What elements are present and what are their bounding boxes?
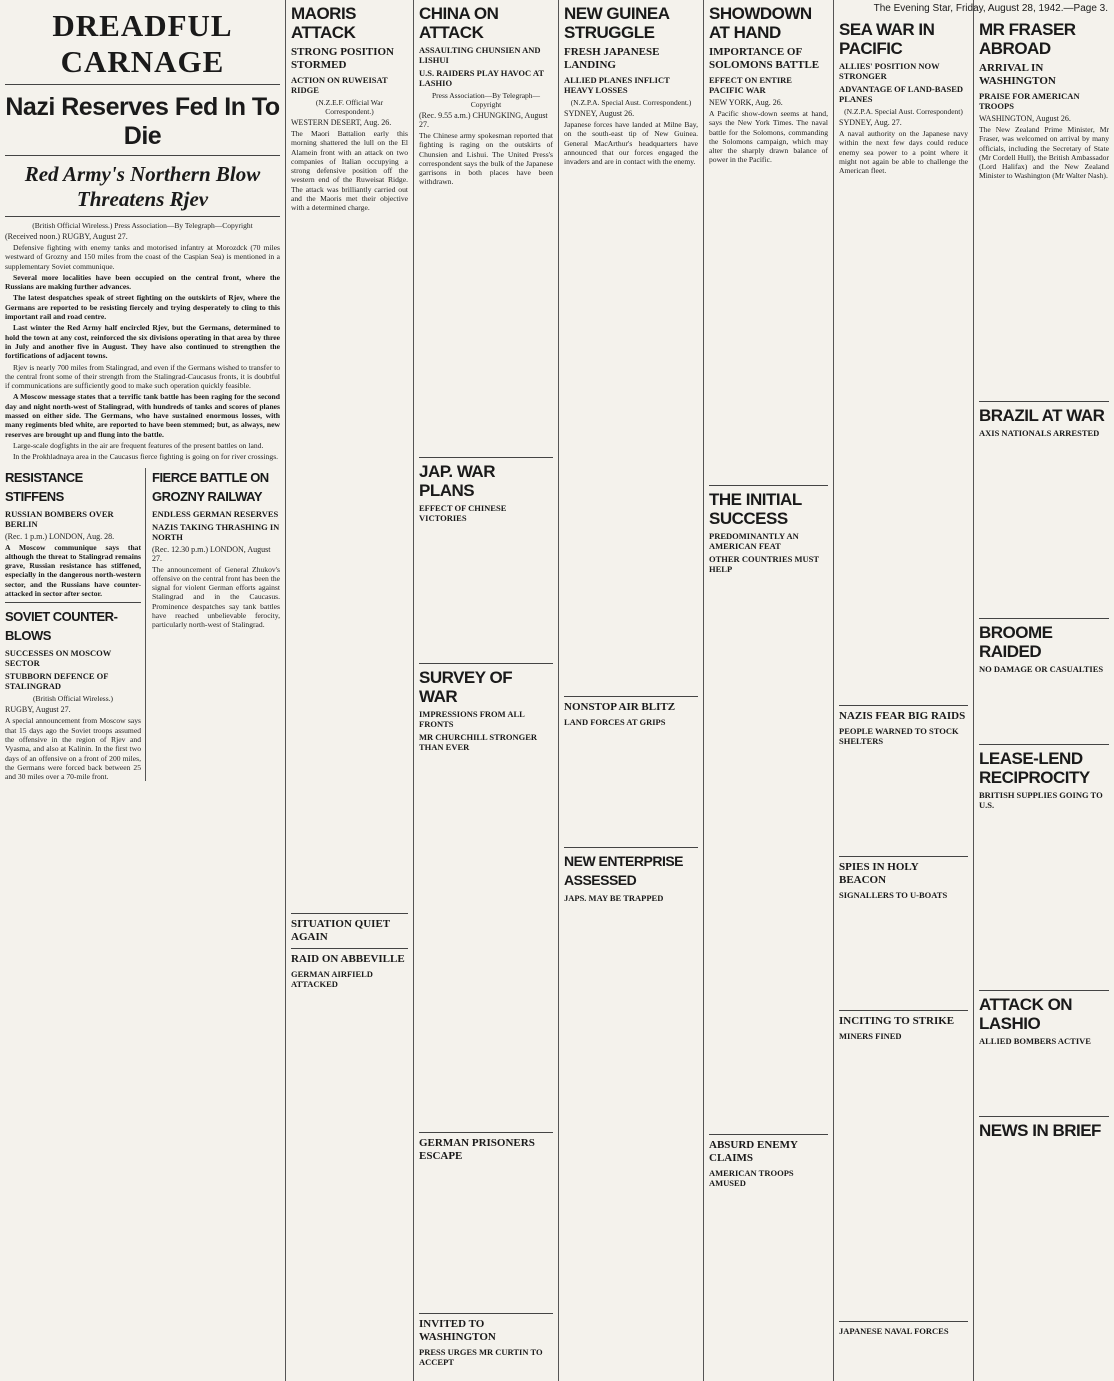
subhead: ARRIVAL IN WASHINGTON	[979, 62, 1056, 87]
headline-dreadful-carnage: DREADFUL CARNAGE	[52, 8, 233, 79]
subhead: SIGNALLERS TO U-BOATS	[839, 890, 948, 901]
subhead: OTHER COUNTRIES MUST HELP	[709, 553, 819, 574]
dateline: SYDNEY, August 26.	[564, 109, 635, 118]
headline-new-enterprise: NEW ENTERPRISE ASSESSED	[564, 853, 684, 889]
paragraph: Several more localities have been occupied on the central front, where the Russians are making further advances.	[5, 272, 280, 292]
paragraph: The latest despatches speak of street fighting on the outskirts of Rjev, where the Germans are reported to be resisting fiercely and trying desperately to cling to this important rail and road centre.	[5, 293, 280, 322]
dateline: WASHINGTON, August 26.	[979, 114, 1071, 123]
subhead: RUSSIAN BOMBERS OVER BERLIN	[5, 508, 114, 529]
subhead: JAPS. MAY BE TRAPPED	[564, 893, 664, 904]
headline-resistance-stiffens: RESISTANCE STIFFENS	[5, 469, 83, 504]
subhead: IMPORTANCE OF SOLOMONS BATTLE	[709, 46, 820, 71]
article-body: The announcement of General Zhukov's offensive on the central front has been the signal for violent German efforts against Stalingrad and in the Caucasus. Prominence despatches say tank battles have reached unbelievable ferocity, particularly north-west of Stalingrad.	[152, 564, 280, 630]
subhead: MINERS FINED	[839, 1031, 902, 1042]
headline-maoris-attack: MAORIS ATTACK	[291, 4, 356, 42]
subhead: NO DAMAGE OR CASUALTIES	[979, 663, 1104, 674]
headline-new-guinea-struggle: NEW GUINEA STRUGGLE	[564, 4, 669, 42]
headline-situation-quiet: SITUATION QUIET AGAIN	[291, 917, 390, 943]
subhead: SUCCESSES ON MOSCOW SECTOR	[5, 648, 112, 669]
subhead: MR CHURCHILL STRONGER THAN EVER	[419, 731, 538, 752]
headline-brazil-at-war: BRAZIL AT WAR	[979, 405, 1105, 425]
subhead: PRAISE FOR AMERICAN TROOPS	[979, 91, 1080, 111]
article-body: A Moscow communique says that although the threat to Stalingrad remains grave, Russian resistance has stiffened, especially in the dangerous north-western sector, and the Russians have counter-attacked in sector after sector.	[5, 542, 141, 599]
column-7	[974, 0, 1114, 1381]
masthead: The Evening Star, Friday, August 28, 1942.—Page 3.	[873, 3, 1108, 14]
headline-sea-war-pacific: SEA WAR IN PACIFIC	[839, 20, 935, 58]
column-1	[0, 0, 285, 1381]
headline-soviet-counter-blows: SOVIET COUNTER-BLOWS	[5, 609, 118, 644]
column-5	[704, 0, 833, 1381]
dateline: (Rec. 1 p.m.) LONDON, Aug. 28.	[5, 531, 115, 541]
subhead: PEOPLE WARNED TO STOCK SHELTERS	[839, 726, 959, 747]
article-body: A special announcement from Moscow says that 15 days ago the Soviet troops assumed the offensive in the region of Rjev and Vyasma, and also at Kalinin. In the first two days of an offensive on a front of 200 miles, the Germans were forced back between 25 and 30 miles over a 70-mile front.	[5, 716, 141, 782]
column-2	[286, 0, 413, 1381]
headline-showdown-at-hand: SHOWDOWN AT HAND	[709, 4, 812, 42]
subhead: AMERICAN TROOPS AMUSED	[709, 1167, 794, 1188]
paragraph: In the Prokhladnaya area in the Caucasus fierce fighting is going on for river crossings.	[13, 452, 279, 462]
paragraph: A Moscow message states that a terrific tank battle has been raging for the second day and night north-west of Stalingrad, with hundreds of tanks and scores of planes massed on either side. The Germans, who have sustained enormous losses, with many regiments bled white, are reported to have been stemmed; but, as always, new reserves are brought up and flung into the battle.	[5, 392, 280, 439]
credit-line: (British Official Wireless.) Press Association—By Telegraph—Copyright	[32, 221, 253, 230]
paragraph: Last winter the Red Army half encircled Rjev, but the Germans, determined to hold the town at any cost, reinforced the six divisions operating in that area by three in July and another five in August. They have also continued to strengthen the fortifications of adjacent towns.	[5, 323, 280, 361]
subhead: STRONG POSITION STORMED	[291, 46, 394, 71]
headline-nazis-fear-raids: NAZIS FEAR BIG RAIDS	[839, 710, 966, 723]
headline-german-prisoners: GERMAN PRISONERS ESCAPE	[419, 1136, 535, 1162]
headline-china-on-attack: CHINA ON ATTACK	[419, 4, 499, 42]
credit-line: (N.Z.P.A. Special Aust. Correspondent)	[844, 107, 963, 116]
subhead: FRESH JAPANESE LANDING	[564, 46, 660, 71]
subhead: ALLIED PLANES INFLICT HEAVY LOSSES	[564, 75, 670, 95]
subhead: ADVANTAGE OF LAND-BASED PLANES	[839, 84, 964, 104]
subhead: STUBBORN DEFENCE OF STALINGRAD	[5, 671, 109, 692]
dateline: SYDNEY, Aug. 27.	[839, 118, 902, 127]
article-body: The New Zealand Prime Minister, Mr Fraser, was welcomed on arrival by many officials, including the Secretary of State (Mr Cordell Hull), the British Ambassador (Lord Halifax) and the New Zealand Minister to Washington (Mr Walter Nash).	[979, 125, 1109, 181]
headline-absurd-enemy-claims: ABSURD ENEMY CLAIMS	[709, 1138, 798, 1164]
headline-attack-lashio: ATTACK ON LASHIO	[979, 994, 1073, 1033]
headline-spies-holy-beacon: SPIES IN HOLY BEACON	[839, 861, 919, 887]
article-body	[5, 243, 280, 462]
headline-mr-fraser-abroad: MR FRASER ABROAD	[979, 20, 1076, 58]
headline-invited-washington: INVITED TO WASHINGTON	[419, 1317, 496, 1343]
column-3	[414, 0, 558, 1381]
subhead: NAZIS TAKING THRASHING IN NORTH	[152, 521, 280, 542]
subhead: ASSAULTING CHUNSIEN AND LISHUI	[419, 45, 541, 65]
dateline: RUGBY, August 27.	[5, 705, 71, 715]
subhead: PRESS URGES MR CURTIN TO ACCEPT	[419, 1346, 543, 1367]
headline-inciting-to-strike: INCITING TO STRIKE	[839, 1015, 955, 1028]
subhead-nazi-reserves: Nazi Reserves Fed In To Die	[5, 93, 280, 150]
headline-japanese-naval-forces: JAPANESE NAVAL FORCES	[839, 1326, 949, 1337]
dateline: (Rec. 12.30 p.m.) LONDON, August 27.	[152, 544, 271, 563]
subhead: ENDLESS GERMAN RESERVES	[152, 508, 279, 519]
subhead: EFFECT OF CHINESE VICTORIES	[419, 502, 507, 523]
dateline: WESTERN DESERT, Aug. 26.	[291, 118, 392, 127]
subhead: IMPRESSIONS FROM ALL FRONTS	[419, 708, 525, 729]
article-body: The Chinese army spokesman reported that fighting is raging on the outskirts of Chunsien and Lishui. The United Press's correspondent says the bulk of the Japanese garrisons in both places have been withdrawn.	[419, 131, 553, 187]
headline-fierce-battle-grozny: FIERCE BATTLE ON GROZNY RAILWAY	[152, 469, 269, 504]
article-body: The Maori Battalion early this morning shattered the lull on the El Alamein front with an attack on two companies of Italian occupying a strong defensive position off the western end of the Ruweisat Ridge. The attack was brilliantly carried out and the Maoris met their objective with a determined charge.	[291, 129, 408, 213]
dateline: NEW YORK, Aug. 26.	[709, 98, 783, 107]
credit-line: Press Association—By Telegraph—Copyright	[431, 91, 541, 109]
column-4	[559, 0, 703, 1381]
headline-news-in-brief: NEWS IN BRIEF	[979, 1120, 1101, 1140]
article-body: A naval authority on the Japanese navy within the next few days could reduce enemy sea power to a point where it might not again be able to challenge the American fleet.	[839, 129, 968, 176]
subhead: ALLIES' POSITION NOW STRONGER	[839, 61, 940, 81]
credit-line: (N.Z.E.F. Official War Correspondent.)	[315, 98, 384, 116]
article-body: A Pacific show-down seems at hand, says the New York Times. The naval battle for the Solomons, commanding the Solomons campaign, which may alter the sharply drawn balance of power in the Pacific.	[709, 109, 828, 165]
credit-line: (N.Z.P.A. Special Aust. Correspondent.)	[570, 98, 692, 107]
headline-jap-war-plans: JAP. WAR PLANS	[419, 461, 495, 500]
subhead: ALLIED BOMBERS ACTIVE	[979, 1035, 1091, 1046]
paragraph: Rjev is nearly 700 miles from Stalingrad, and even if the Germans wished to transfer to the central front some of their strength from the Stalingrad-Caucasus fronts, it is doubtful if communications are sufficiently good to make such operation quickly feasible.	[5, 362, 280, 391]
headline-initial-success: THE INITIAL SUCCESS	[709, 489, 802, 528]
subhead: EFFECT ON ENTIRE PACIFIC WAR	[709, 75, 792, 95]
article-body: Japanese forces have landed at Milne Bay, on the south-east tip of New Guinea. General MacArthur's headquarters have announced that our forces engaged the invaders and are in contact with the enemy.	[564, 120, 698, 167]
headline-lease-lend: LEASE-LEND RECIPROCITY	[979, 748, 1090, 787]
subhead: ACTION ON RUWEISAT RIDGE	[291, 75, 388, 95]
credit-line: (British Official Wireless.)	[32, 694, 114, 704]
dateline: (Received noon.) RUGBY, August 27.	[5, 232, 128, 241]
headline-nonstop-air-blitz: NONSTOP AIR BLITZ	[564, 701, 676, 714]
headline-broome-raided: BROOME RAIDED	[979, 622, 1053, 661]
subhead: AXIS NATIONALS ARRESTED	[979, 427, 1100, 438]
subhead: GERMAN AIRFIELD ATTACKED	[291, 968, 373, 989]
subhead: BRITISH SUPPLIES GOING TO U.S.	[979, 789, 1103, 810]
dateline: (Rec. 9.55 a.m.) CHUNGKING, August 27.	[419, 111, 548, 129]
subhead: PREDOMINANTLY AN AMERICAN FEAT	[709, 530, 799, 551]
subhead: U.S. RAIDERS PLAY HAVOC AT LASHIO	[419, 68, 544, 88]
headline-raid-abbeville: RAID ON ABBEVILLE	[291, 952, 405, 965]
subhead: LAND FORCES AT GRIPS	[564, 717, 666, 728]
subhead-red-army: Red Army's Northern Blow Threatens Rjev	[24, 162, 261, 211]
paragraph: Large-scale dogfights in the air are frequent features of the present battles on land.	[13, 440, 264, 450]
headline-survey-of-war: SURVEY OF WAR	[419, 667, 513, 706]
paragraph: Defensive fighting with enemy tanks and motorised infantry at Morozdck (70 miles westward of Grozny and 150 miles from the coast of the Caspian Sea) is mentioned in a supplementary Soviet communique.	[5, 243, 280, 271]
